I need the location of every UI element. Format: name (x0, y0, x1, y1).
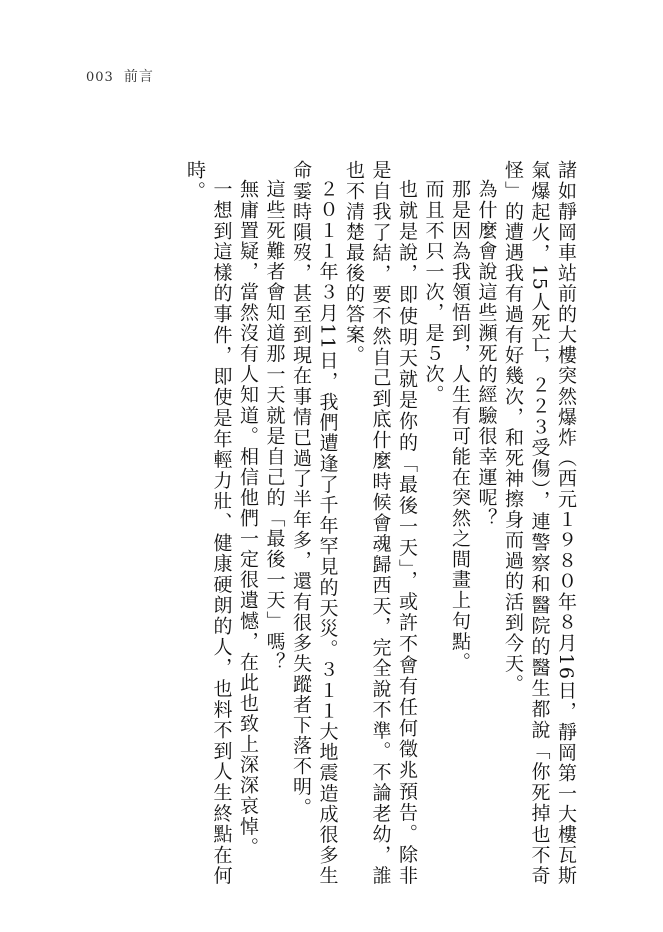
paragraph-9: 一想到這樣的事件，即使是年輕力壯、健康硬朗的人，也料不到人生終點在何時。 (184, 160, 233, 886)
paragraph-3: 那是因為我領悟到，人生有可能在突然之間畫上句點。 (449, 179, 471, 673)
paragraph-4: 而且不只一次，是５次。 (422, 179, 445, 406)
paragraph-2: 為什麼會說這些瀕死的經驗很幸運呢？ (475, 179, 498, 529)
vertical-body-text (79, 160, 579, 886)
paragraph-6: ２０１１年３月11日，我們遭逢了千年罕見的天災。３１１大地震造成很多生命霎時隕歿，甚至到現在事情已過了半年多，還有很多失蹤者下落不明。 (290, 160, 339, 886)
page-number: 003 (86, 70, 114, 85)
paragraph-8: 無庸置疑，當然沒有人知道。相信他們一定很遺憾，在此也致上深深哀悼。 (237, 179, 259, 858)
paragraph-1: 諸如靜岡車站前的大樓突然爆炸（西元１９８０年８月16日，靜岡第一大樓瓦斯氣爆起火，15人死亡，２２３受傷），連警察和醫院的醫生都說「你死掉也不奇怪」的遭遇我有過有好幾次，和死神擦身而過的活到今天。 (502, 160, 577, 886)
paragraph-7: 這些死難者會知道那一天就是自己的「最後一天」嗎？ (263, 179, 286, 673)
running-header (86, 66, 154, 86)
paragraph-5: 也就是說，即使明天就是你的「最後一天」，或許不會有任何徵兆預告。除非是自我了結，要不然自己到底什麼時候會魂歸西天，完全說不準。不論老幼，誰也不清楚最後的答案。 (343, 160, 418, 886)
chapter-title: 前言 (123, 69, 154, 85)
